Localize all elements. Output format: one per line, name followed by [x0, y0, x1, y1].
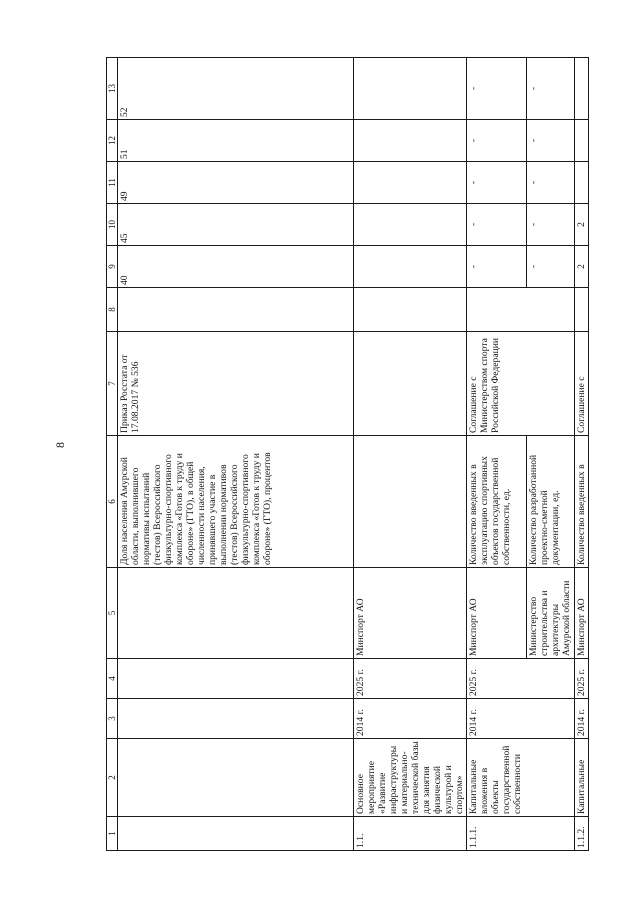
- table-row: [354, 58, 467, 851]
- cell-indicator: Количество введенных в эксплуатацию спортивных объектов государственной собственности, ед.: [467, 436, 527, 568]
- col-header: 2: [107, 739, 118, 817]
- cell-num: 1.1.1.: [467, 817, 575, 851]
- page-number: 8: [53, 442, 67, 448]
- cell-num: [118, 817, 354, 851]
- cell-value: -: [527, 204, 575, 246]
- cell-source: Соглашение с Министерством спорта Российской Федерации: [467, 332, 575, 436]
- cell-executor: Минспорт АО: [467, 568, 527, 659]
- cell-value: -: [527, 162, 575, 204]
- cell-value: -: [467, 246, 527, 288]
- table-row: [118, 58, 354, 851]
- cell-end: 2025 г.: [467, 659, 575, 699]
- cell-value: [354, 120, 467, 162]
- col-header: 5: [107, 568, 118, 659]
- cell-indicator: Доля населения Амурской области, выполнившего нормативы испытаний (тестов) Всероссийского физкультурно-спортивного комплекса «Готов к труду и обороне» (ГТО), в общей численности населения, принявшего участие в выполнении нормативов (тестов) Всероссийского физкультурно-спортивного комплекса «Готов к труду и обороне» (ГТО), процентов: [118, 436, 354, 568]
- cell-value: [575, 58, 589, 120]
- col-header: 4: [107, 659, 118, 699]
- cell-value: 49: [118, 162, 354, 204]
- col-header: 8: [107, 288, 118, 332]
- cell-c8: [575, 288, 589, 332]
- cell-value: 51: [118, 120, 354, 162]
- header-row: [107, 58, 118, 851]
- cell-executor: [118, 568, 354, 659]
- cell-end: [118, 659, 354, 699]
- cell-name: Капитальные вложения в объекты государственной собственности: [467, 739, 575, 817]
- cell-end: 2025 г.: [354, 659, 467, 699]
- indicators-table: [106, 57, 589, 851]
- col-header: 13: [107, 58, 118, 120]
- cell-c8: [118, 288, 354, 332]
- cell-value: -: [527, 246, 575, 288]
- cell-value: [354, 246, 467, 288]
- cell-value: [575, 162, 589, 204]
- cell-name: [118, 739, 354, 817]
- col-header: 9: [107, 246, 118, 288]
- cell-start: 2014 г.: [467, 699, 575, 739]
- cell-value: -: [527, 120, 575, 162]
- col-header: 11: [107, 162, 118, 204]
- col-header: 10: [107, 204, 118, 246]
- cell-value: -: [527, 58, 575, 120]
- col-header: 6: [107, 436, 118, 568]
- cell-name: Основное мероприятие «Развитие инфраструктуры и материально-технической базы для занятия физической культурой и спортом»: [354, 739, 467, 817]
- cell-num: 1.1.2.: [575, 817, 589, 851]
- table-row: [467, 58, 527, 851]
- cell-value: 2: [575, 204, 589, 246]
- cell-c8: [354, 288, 467, 332]
- cell-value: 45: [118, 204, 354, 246]
- cell-value: [575, 120, 589, 162]
- col-header: 1: [107, 817, 118, 851]
- cell-value: [354, 204, 467, 246]
- cell-value: [354, 162, 467, 204]
- cell-value: -: [467, 162, 527, 204]
- cell-c8: [467, 288, 575, 332]
- cell-value: -: [467, 58, 527, 120]
- table-row: [575, 58, 589, 851]
- cell-value: 52: [118, 58, 354, 120]
- cell-source: Приказ Росстата от 17.08.2017 № 536: [118, 332, 354, 436]
- cell-source: Соглашение с: [575, 332, 589, 436]
- cell-indicator: Количество введенных в: [575, 436, 589, 568]
- cell-executor: Минспорт АО: [354, 568, 467, 659]
- cell-start: 2014 г.: [354, 699, 467, 739]
- cell-value: -: [467, 204, 527, 246]
- cell-name: Капитальные: [575, 739, 589, 817]
- cell-indicator: Количество разработанной проектно-сметной документации, ед.: [527, 436, 575, 568]
- cell-value: 40: [118, 246, 354, 288]
- col-header: 3: [107, 699, 118, 739]
- cell-start: 2014 г.: [575, 699, 589, 739]
- cell-value: [354, 58, 467, 120]
- cell-num: 1.1.: [354, 817, 467, 851]
- cell-value: 2: [575, 246, 589, 288]
- rotated-table-sheet: [106, 58, 587, 851]
- col-header: 12: [107, 120, 118, 162]
- cell-indicator: [354, 436, 467, 568]
- cell-value: -: [467, 120, 527, 162]
- cell-source: [354, 332, 467, 436]
- cell-executor: Министерство строительства и архитектуры Амурской области: [527, 568, 575, 659]
- cell-end: 2025 г.: [575, 659, 589, 699]
- col-header: 7: [107, 332, 118, 436]
- cell-start: [118, 699, 354, 739]
- cell-executor: Минспорт АО: [575, 568, 589, 659]
